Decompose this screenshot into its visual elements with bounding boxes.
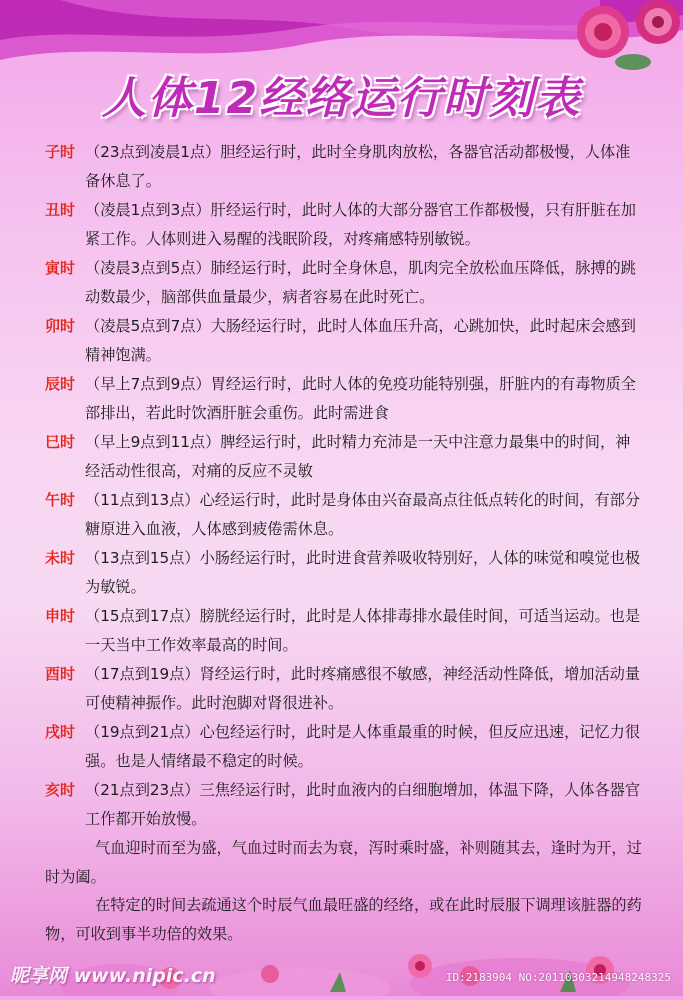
entry-yin: [45, 254, 645, 311]
entry-label: 酉时: [45, 665, 76, 683]
entry-label: 未时: [45, 549, 76, 567]
entry-wei: [45, 544, 645, 601]
entry-chou: [45, 196, 645, 253]
entry-text: （凌晨3点到5点）肺经运行时，此时全身休息，肌肉完全放松血压降低，脉搏的跳动数最少，脑部供血量最少，病者容易在此时死亡。: [85, 259, 636, 306]
entry-label: 寅时: [45, 259, 76, 277]
entry-text: （凌晨5点到7点）大肠经运行时，此时人体血压升高，心跳加快，此时起床会感到精神饱满。: [85, 317, 636, 364]
entry-text: （23点到凌晨1点）胆经运行时，此时全身肌肉放松，各器官活动都极慢，人体准备休息了。: [85, 143, 631, 190]
main-content: [45, 138, 645, 948]
page-title: 人体12经络运行时刻表: [101, 73, 582, 124]
entry-text: （凌晨1点到3点）肝经运行时，此时人体的大部分器官工作都极慢，只有肝脏在加紧工作。人体则进入易醒的浅眠阶段，对疼痛感特别敏锐。: [85, 201, 636, 248]
entry-text: （早上7点到9点）胃经运行时，此时人体的免疫功能特别强，肝脏内的有毒物质全部排出，若此时饮酒肝脏会重伤。此时需进食: [85, 375, 636, 422]
entry-chen: [45, 370, 645, 427]
entry-text: （17点到19点）肾经运行时，此时疼痛感很不敏感，神经活动性降低，增加活动量可使精神振作。此时泡脚对肾很进补。: [85, 665, 641, 712]
entry-xu: [45, 718, 645, 775]
entry-zi: [45, 138, 645, 195]
entry-text: （19点到21点）心包经运行时，此时是人体重最重的时候，但反应迅速，记忆力很强。也是人情绪最不稳定的时候。: [85, 723, 641, 770]
entry-label: 戌时: [45, 723, 76, 741]
entry-label: 卯时: [45, 317, 76, 335]
entry-text: （21点到23点）三焦经运行时，此时血液内的白细胞增加，体温下降，人体各器官工作都开始放慢。: [85, 781, 641, 828]
entry-text: （早上9点到11点）脾经运行时，此时精力充沛是一天中注意力最集中的时间，神经活动性很高，对痛的反应不灵敏: [85, 433, 631, 480]
watermark-id: ID:2183904 NO:20110303214948248325: [445, 971, 671, 984]
entry-label: 亥时: [45, 781, 76, 799]
entry-si: [45, 428, 645, 485]
closing-paragraph: 在特定的时间去疏通这个时辰气血最旺盛的经络，或在此时辰服下调理该脏器的药物，可收到事半功倍的效果。: [45, 896, 642, 943]
entry-text: （13点到15点）小肠经运行时，此时进食营养吸收特别好，人体的味觉和嗅觉也极为敏锐。: [85, 549, 641, 596]
entry-you: [45, 660, 645, 717]
entry-label: 午时: [45, 491, 76, 509]
entry-mao: [45, 312, 645, 369]
entry-label: 子时: [45, 143, 76, 161]
entry-text: （15点到17点）膀胱经运行时，此时是人体排毒排水最佳时间，可适当运动。也是一天当中工作效率最高的时间。: [85, 607, 641, 654]
watermark-logo: 昵享网 www.nipic.cn: [10, 965, 216, 987]
entry-label: 巳时: [45, 433, 76, 451]
entry-text: （11点到13点）心经运行时，此时是身体由兴奋最高点往低点转化的时间，有部分糖原进入血液，人体感到疲倦需休息。: [85, 491, 641, 538]
entry-label: 申时: [45, 607, 76, 625]
entry-shen: [45, 602, 645, 659]
entry-label: 丑时: [45, 201, 76, 219]
closing-paragraph: 气血迎时而至为盛，气血过时而去为衰，泻时乘时盛，补则随其去，逢时为开，过时为阖。: [45, 839, 642, 886]
entry-label: 辰时: [45, 375, 76, 393]
entry-wu: [45, 486, 645, 543]
entry-hai: [45, 776, 645, 833]
